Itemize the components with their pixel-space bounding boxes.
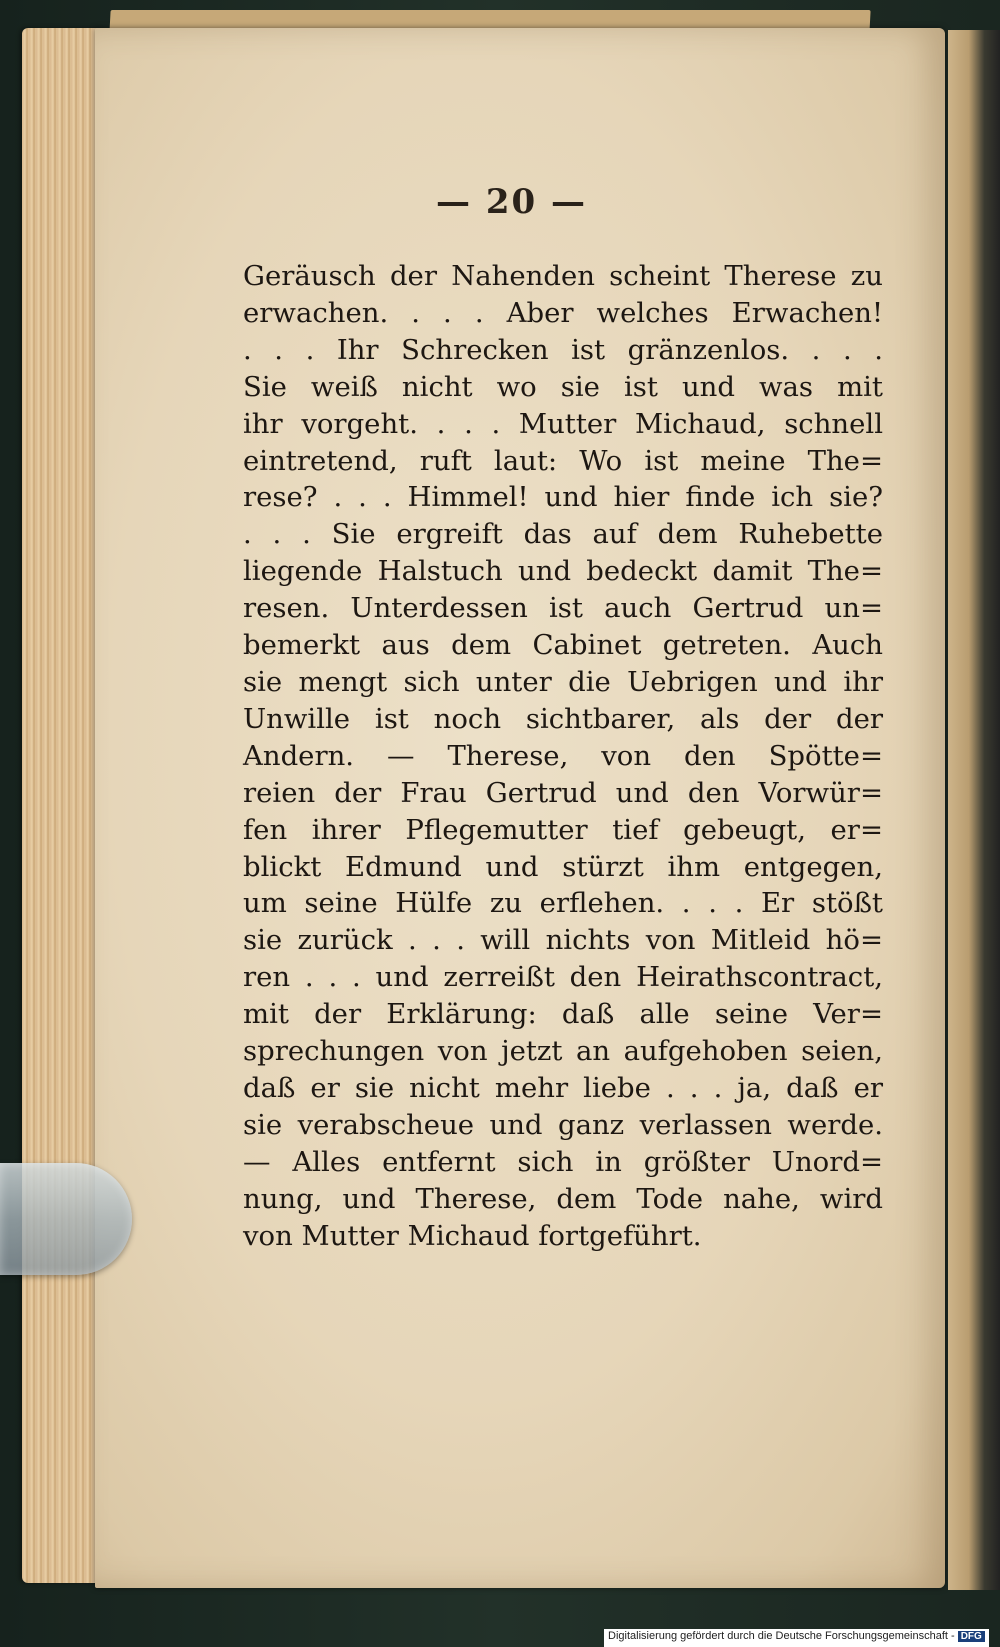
text-line: sie mengt sich unter die Uebrigen und ihr — [243, 665, 883, 698]
text-line: resen. Unterdessen ist auch Gertrud un= — [243, 592, 883, 625]
text-line: daß er sie nicht mehr liebe . . . ja, daß er — [243, 1071, 883, 1104]
text-line: mit der Erklärung: daß alle seine Ver= — [243, 998, 883, 1031]
text-line: fen ihrer Pflegemutter tief gebeugt, er= — [243, 813, 883, 846]
text-line: Geräusch der Nahenden scheint Therese zu — [243, 260, 883, 292]
text-line: rese? . . . Himmel! und hier finde ich sie? — [243, 481, 883, 514]
page-body-text — [243, 258, 883, 1254]
digitization-credit — [604, 1629, 989, 1647]
text-line: ihr vorgeht. . . . Mutter Michaud, schnell — [243, 407, 883, 440]
dfg-logo: DFG — [958, 1631, 985, 1642]
text-line: Sie weiß nicht wo sie ist und was mit — [243, 370, 883, 403]
text-line: sprechungen von jetzt an aufgehoben seien, — [243, 1035, 883, 1068]
text-line: erwachen. . . . Aber welches Erwachen! — [243, 296, 883, 329]
text-line: ren . . . und zerreißt den Heirathscontract, — [243, 961, 883, 994]
text-line: reien der Frau Gertrud und den Vorwür= — [243, 776, 883, 809]
text-line: Unwille ist noch sichtbarer, als der der — [243, 702, 883, 735]
text-line: Andern. — Therese, von den Spötte= — [243, 739, 883, 772]
page-number: — 20 — — [436, 182, 587, 222]
page-stack-edge — [22, 28, 102, 1583]
text-line: um seine Hülfe zu erflehen. . . . Er stößt — [243, 887, 883, 920]
text-line: nung, und Therese, dem Tode nahe, wird — [243, 1182, 883, 1215]
credit-text: Digitalisierung gefördert durch die Deutsche Forschungsgemeinschaft - — [608, 1630, 955, 1642]
text-line: eintretend, ruft laut: Wo ist meine The= — [243, 444, 883, 477]
text-line: sie verabscheue und ganz verlassen werde. — [243, 1108, 883, 1141]
book-gutter — [948, 30, 1000, 1590]
text-line: von Mutter Michaud fortgeführt. — [243, 1219, 702, 1252]
text-line: — Alles entfernt sich in größter Unord= — [243, 1145, 883, 1178]
plastic-page-clip — [0, 1163, 132, 1275]
text-line: bemerkt aus dem Cabinet getreten. Auch — [243, 629, 883, 662]
text-line: . . . Ihr Schrecken ist gränzenlos. . . . — [243, 333, 883, 366]
text-line: . . . Sie ergreift das auf dem Ruhebette — [243, 518, 883, 551]
text-line: sie zurück . . . will nichts von Mitleid hö= — [243, 924, 883, 957]
text-line: blickt Edmund und stürzt ihm entgegen, — [243, 850, 883, 883]
text-line: liegende Halstuch und bedeckt damit The= — [243, 555, 883, 588]
